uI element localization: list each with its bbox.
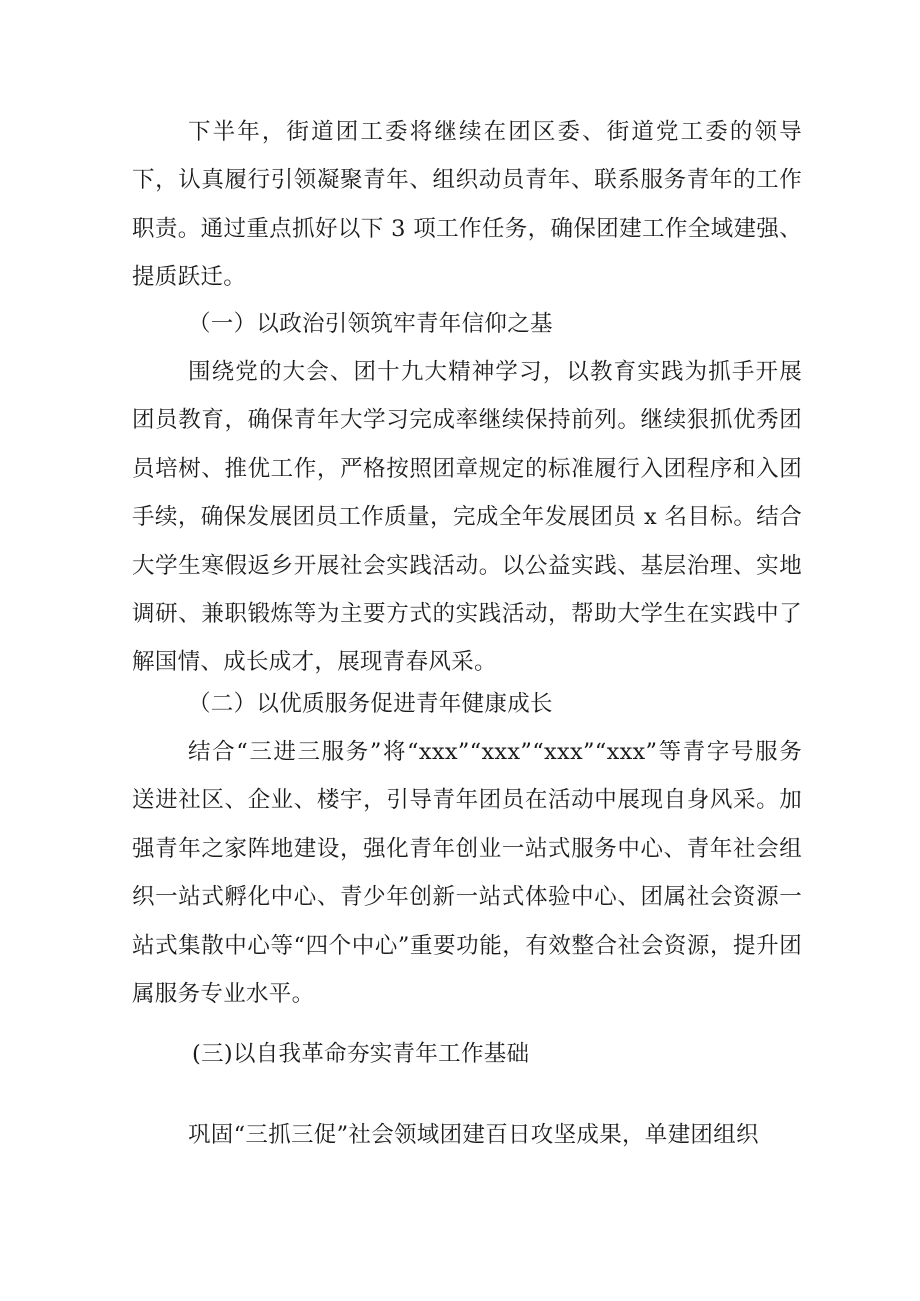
section-1-paragraph: 围绕党的大会、团十九大精神学习，以教育实践为抓手开展团员教育，确保青年大学习完成率继续保持前列。继续狠抓优秀团员培树、推优工作，严格按照团章规定的标准履行入团程序和入团手续，确保发展团员工作质量，完成全年发展团员 x 名目标。结合大学生寒假返乡开展社会实践活动。以公益实践、基层治理、实地调研、兼职锻炼等为主要方式的实践活动，帮助大学生在实践中了解国情、成长成才，展现青春风采。 xyxy=(132,359,802,676)
section-1-heading: （一）以政治引领筑牢青年信仰之基 xyxy=(188,311,553,337)
section-3-paragraph: 巩固“三抓三促”社会领域团建百日攻坚成果，单建团组织 xyxy=(188,1122,759,1148)
intro-paragraph: 下半年，街道团工委将继续在团区委、街道党工委的领导下，认真履行引领凝聚青年、组织动员青年、联系服务青年的工作职责。通过重点抓好以下 3 项工作任务，确保团建工作全域建强、提质跃迁。 xyxy=(132,119,802,291)
section-2-heading: （二）以优质服务促进青年健康成长 xyxy=(188,691,553,717)
section-3-heading: (三)以自我革命夯实青年工作基础 xyxy=(192,1041,530,1067)
section-2-paragraph: 结合“三进三服务”将“xxx”“xxx”“xxx”“xxx”等青字号服务送进社区、企业、楼宇，引导青年团员在活动中展现自身风采。加强青年之家阵地建设，强化青年创业一站式服务中心、青年社会组织一站式孵化中心、青少年创新一站式体验中心、团属社会资源一站式集散中心等“四个中心”重要功能，有效整合社会资源，提升团属服务专业水平。 xyxy=(132,739,802,1008)
